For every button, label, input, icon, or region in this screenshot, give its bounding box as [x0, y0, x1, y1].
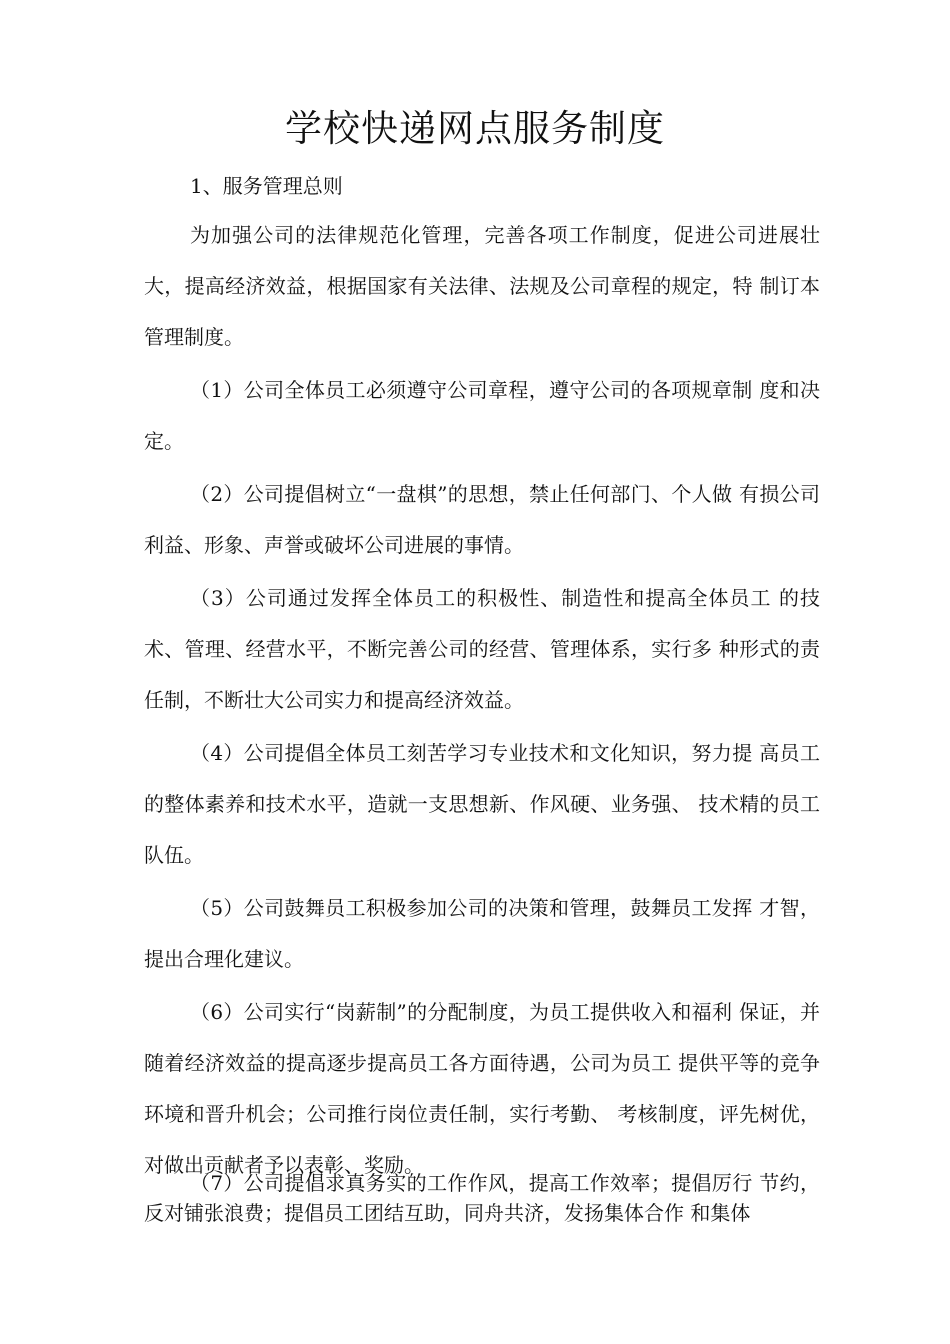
document-body [144, 210, 820, 1193]
paragraph-item-6: （6）公司实行“岗薪制”的分配制度，为员工提供收入和福利 保证，并随着经济效益的提高逐步提高员工各方面待遇，公司为员工 提供平等的竞争环境和晋升机会；公司推行岗位责任制，实行考勤、 考核制度，评先树优，对做出贡献者予以表彰、奖励。 [144, 1000, 820, 1177]
paragraph-item-1: （1）公司全体员工必须遵守公司章程，遵守公司的各项规章制 度和决定。 [144, 378, 820, 453]
paragraph-item-2: （2）公司提倡树立“一盘棋”的思想，禁止任何部门、个人做 有损公司利益、形象、声誉或破坏公司进展的事情。 [144, 482, 820, 557]
paragraph-item-3: （3）公司通过发挥全体员工的积极性、制造性和提高全体员工 的技术、管理、经营水平，不断完善公司的经营、管理体系，实行多 种形式的责任制，不断壮大公司实力和提高经济效益。 [144, 586, 820, 712]
paragraph-item-5: （5）公司鼓舞员工积极参加公司的决策和管理，鼓舞员工发挥 才智，提出合理化建议。 [144, 896, 820, 971]
paragraph-item-7: （7）公司提倡求真务实的工作作风，提高工作效率；提倡厉行 节约，反对铺张浪费；提倡员工团结互助，同舟共济，发扬集体合作 和集体 [144, 1171, 820, 1225]
paragraph-item-4: （4）公司提倡全体员工刻苦学习专业技术和文化知识，努力提 高员工的整体素养和技术水平，造就一支思想新、作风硬、业务强、 技术精的员工队伍。 [144, 741, 820, 867]
document-title: 学校快递网点服务制度 [285, 107, 665, 150]
section-heading: 1、服务管理总则 [190, 174, 343, 198]
paragraph-intro: 为加强公司的法律规范化管理，完善各项工作制度，促进公司进展壮大，提高经济效益，根据国家有关法律、法规及公司章程的规定，特 制订本管理制度。 [144, 223, 820, 349]
